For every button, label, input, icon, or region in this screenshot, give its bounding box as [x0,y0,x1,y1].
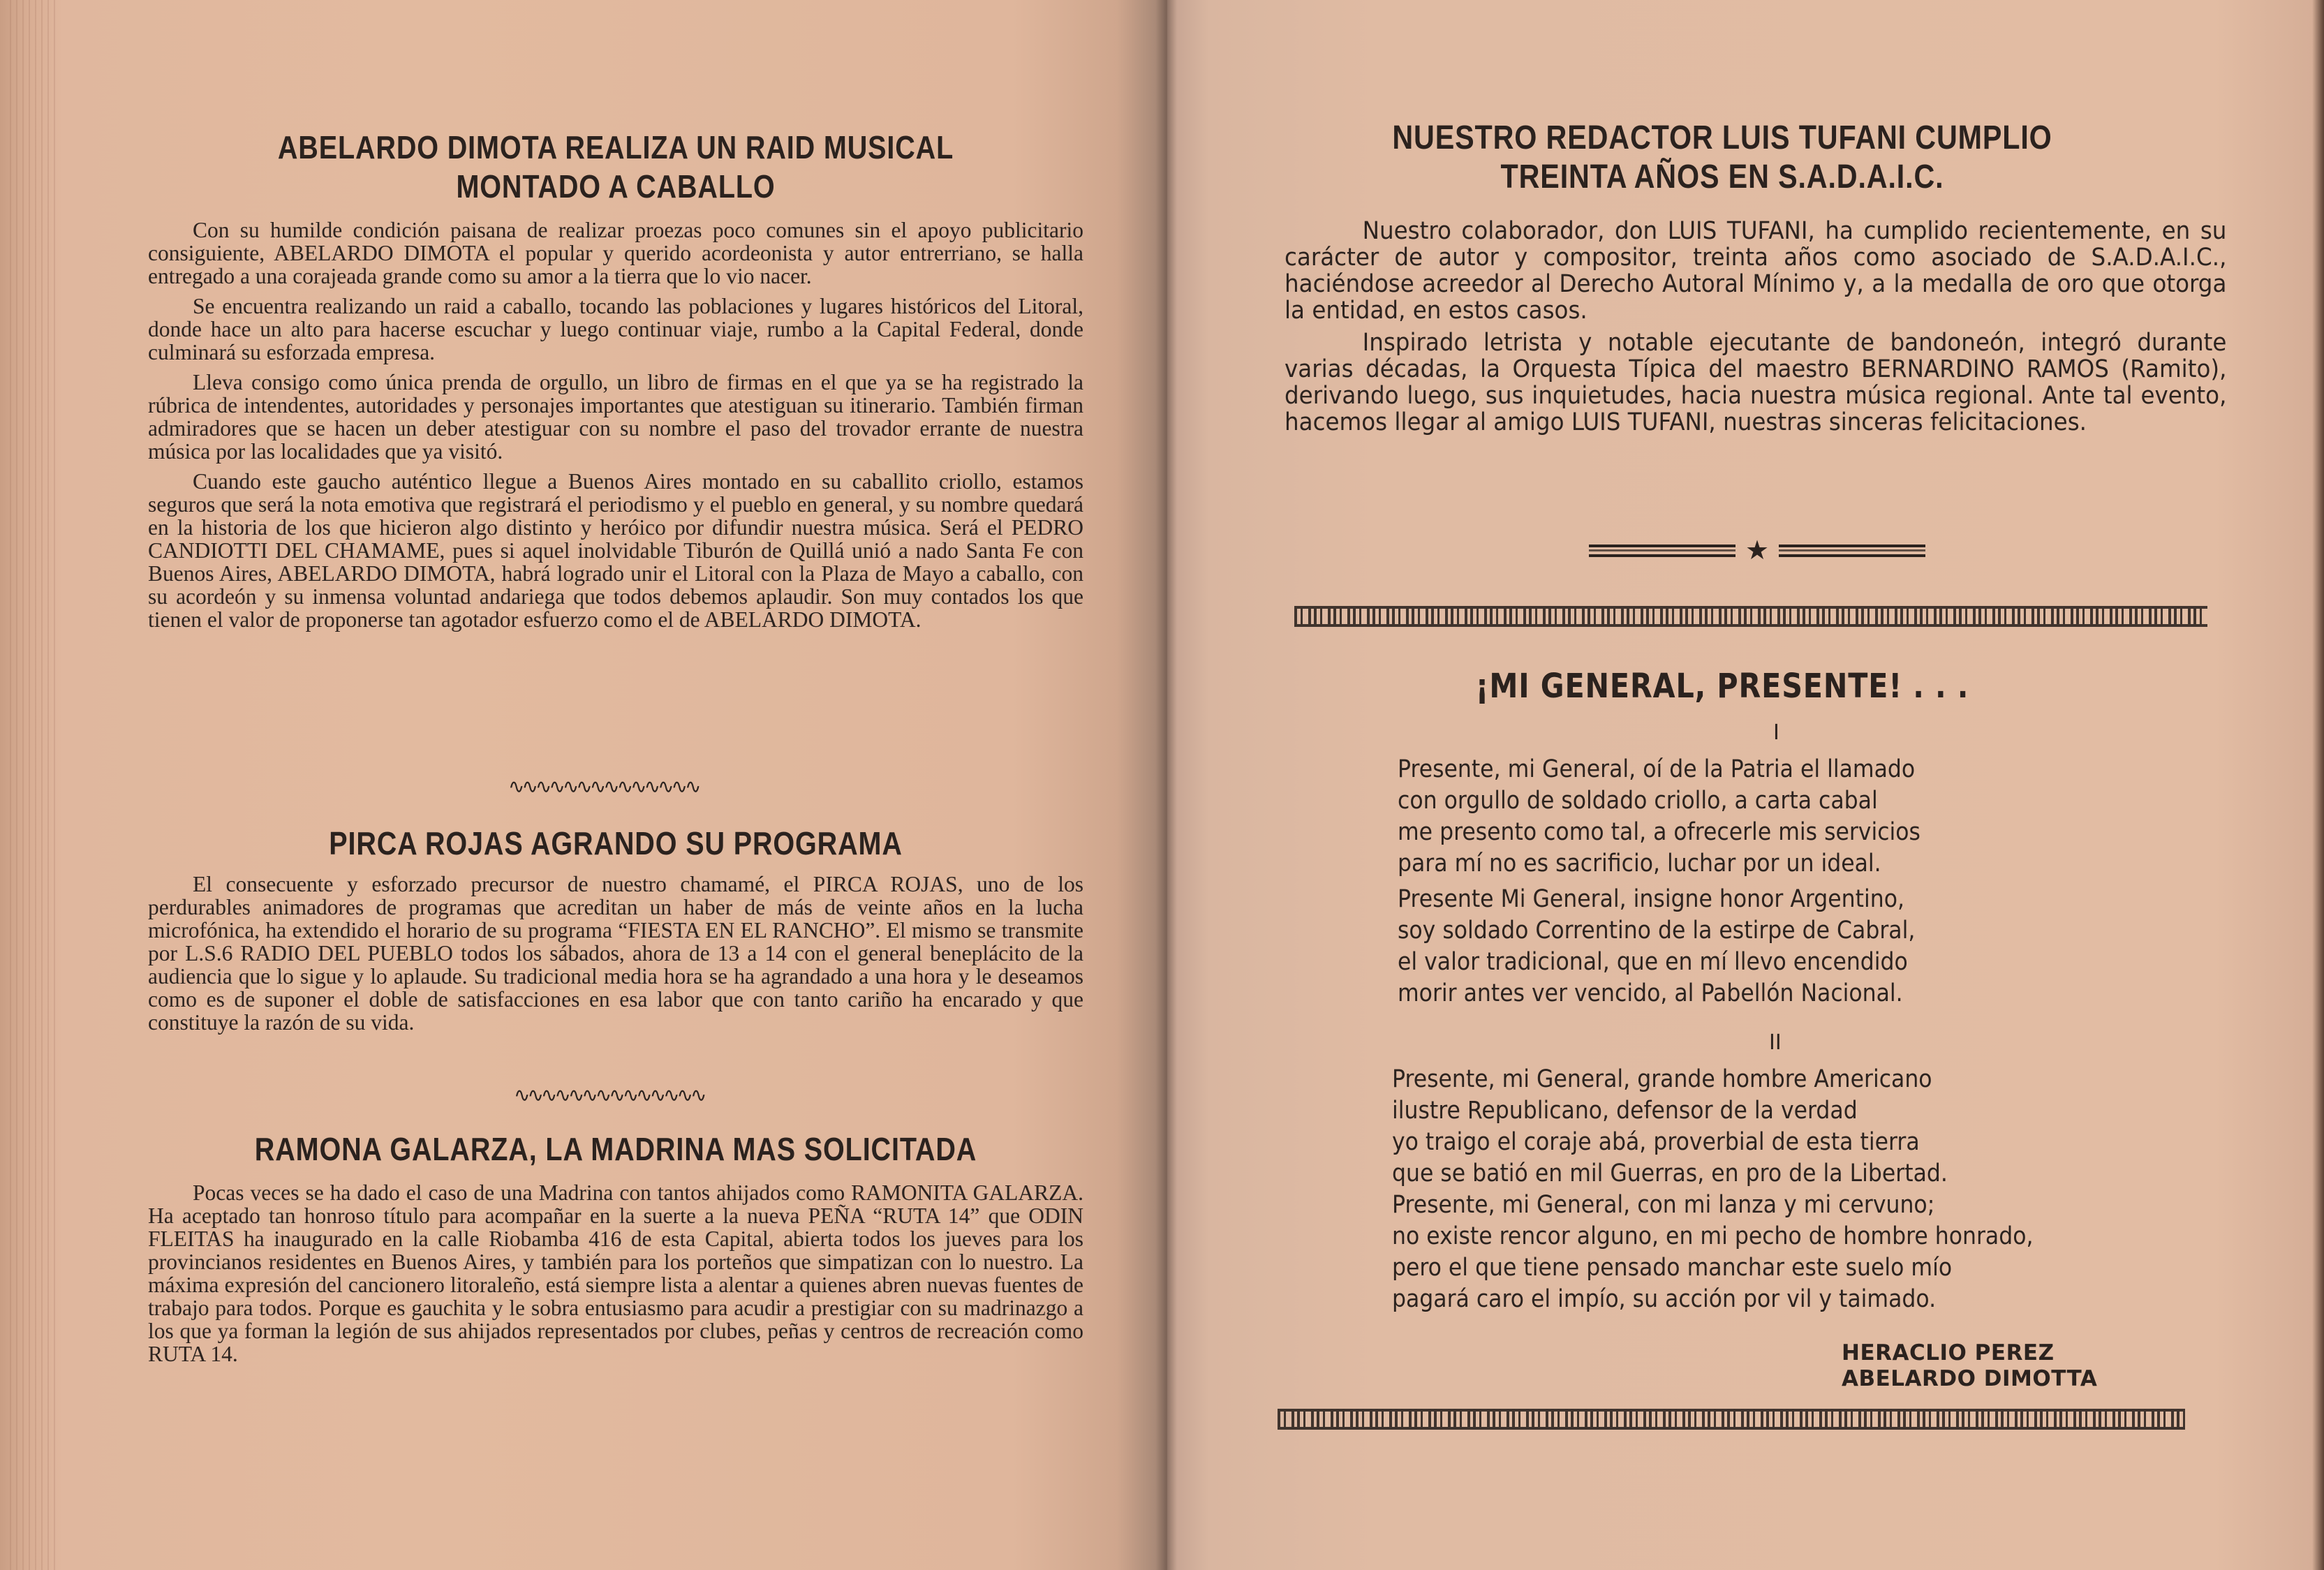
squiggle-divider-icon: ∿∿∿∿∿∿∿∿∿∿∿∿∿∿ [514,1083,704,1106]
paragraph: Lleva consigo como única prenda de orgullo, un libro de firmas en el que ya se ha registrado la rúbrica de intendentes, autoridades y personajes importantes que atestiguan su itinerario. También firman admiradores que se hacen un deber atestiguar con su nombre el paso del trovador errante de nuestra música por las localidades que ya visitó. [148,370,1083,464]
title-line: TREINTA AÑOS EN S.A.D.A.I.C. [1500,158,1944,195]
verse-line: morir antes ver vencido, al Pabellón Nacional. [1398,979,1903,1007]
verse-line: Presente, mi General, oí de la Patria el llamado [1398,755,1916,783]
verse-line: para mí no es sacrificio, luchar por un ideal. [1398,850,1881,877]
title-line: ABELARDO DIMOTA REALIZA UN RAID MUSICAL [277,129,954,165]
title-line: NUESTRO REDACTOR LUIS TUFANI CUMPLIO [1392,119,2052,156]
stanza-number: I [1773,720,1779,745]
verse-line: con orgullo de soldado criollo, a carta cabal [1398,787,1878,815]
double-rule-icon [1779,545,1925,557]
poem-title [1341,667,2103,706]
greek-key-border-icon [1278,1409,2185,1430]
poem-stanza-1 [1398,754,1978,1009]
paragraph: Cuando este gaucho auténtico llegue a Buenos Aires montado en su caballito criollo, estamos seguros que será la nota emotiva que registrará el periodismo y el pueblo en general, y su nombre quedará en la historia de los que hicieron algo distinto y heróico por difundir nuestra música. Será el PEDRO CANDIOTTI DEL CHAMAME, pues si aquel inolvidable Tiburón de Quillá unió a nado Santa Fe con Buenos Aires, ABELARDO DIMOTA, habrá logrado unir el Litoral con la Plaza de Mayo a caballo, con su acordeón y su inmensa voluntad andariega que todos debemos aplaudir. Son muy contados los que tienen el valor de proponerse tan agotador esfuerzo como el de ABELARDO DIMOTA. [148,469,1083,632]
title-line: ¡MI GENERAL, PRESENTE! . . . [1475,667,1969,706]
paragraph: Inspirado letrista y notable ejecutante de bandoneón, integró durante varias décadas, la Orquesta Típica del maestro BERNARDINO RAMOS (Ramito), derivando luego, sus inquietudes, hacia nuestra música regional. Ante tal evento, hacemos llegar al amigo LUIS TUFANI, nuestras sinceras felicitaciones. [1285,329,2227,436]
title-line: RAMONA GALARZA, LA MADRINA MAS SOLICITADA [254,1131,977,1167]
verse-line: el valor tradicional, que en mí llevo encendido [1398,948,1908,976]
article-title-pirca-rojas [214,824,1018,863]
verse-line: soy soldado Correntino de la estirpe de Cabral, [1398,917,1916,945]
star-divider [1589,538,1925,564]
paragraph: Con su humilde condición paisana de realizar proezas poco comunes sin el apoyo publicitario consiguiente, ABELARDO DIMOTA el popular y querido acordeonista y autor entrerriano, se halla entregado a una corajeada grande como su amor a la tierra que lo vio nacer. [148,218,1083,288]
article-title-ramona-galarza [214,1130,1018,1169]
poem-authors [1842,1340,2097,1392]
verse-line: Presente, mi General, grande hombre Americano [1392,1065,1932,1093]
title-line: PIRCA ROJAS AGRANDO SU PROGRAMA [329,825,903,861]
star-icon: ★ [1745,536,1770,565]
double-rule-icon [1589,545,1735,557]
article-title-dimota [214,128,1018,206]
verse-line: me presento como tal, a ofrecerle mis servicios [1398,818,1920,846]
poem-stanza-2 [1392,1064,2105,1315]
verse-line: Presente, mi General, con mi lanza y mi cervuno; [1392,1191,1935,1219]
article-body-ramona-galarza [148,1181,1083,1365]
squiggle-divider-icon: ∿∿∿∿∿∿∿∿∿∿∿∿∿∿ [508,775,699,798]
greek-key-border-icon [1294,606,2207,627]
article-body-tufani [1285,218,2234,436]
verse-line: no existe rencor alguno, en mi pecho de hombre honrado, [1392,1222,2034,1250]
verse-line: ilustre Republicano, defensor de la verdad [1392,1097,1858,1125]
paragraph: El consecuente y esforzado precursor de nuestro chamamé, el PIRCA ROJAS, uno de los perdurables animadores de programas que acreditan un haber de más de veinte años en la lucha microfónica, ha extendido el horario de su programa “FIESTA EN EL RANCHO”. El mismo se transmite por L.S.6 RADIO DEL PUEBLO todos los sábados, ahora de 13 a 14 con el general beneplácito de la audiencia que lo sigue y lo aplaude. Su tradicional media hora se ha agrandado a una hora y le deseamos como es de suponer el doble de satisfacciones en esa labor que con tanto cariño ha encarado y que constituye la razón de su vida. [148,872,1083,1035]
verse-line: pagará caro el impío, su acción por vil y taimado. [1392,1285,1937,1313]
verse-line: yo traigo el coraje abá, proverbial de esta tierra [1392,1128,1920,1156]
author-name: ABELARDO DIMOTTA [1842,1366,2098,1391]
right-page [1167,0,2324,1570]
verse-line: Presente Mi General, insigne honor Argentino, [1398,885,1905,913]
article-body-dimota [148,219,1083,631]
title-line: MONTADO A CABALLO [456,168,776,205]
paragraph: Pocas veces se ha dado el caso de una Madrina con tantos ahijados como RAMONITA GALARZA. Ha aceptado tan honroso título para acompañar en la suerte a la nueva PEÑA “RUTA 14” que ODIN FLEITAS ha inaugurado en la calle Riobamba 416 de esta Capital, abierta todos los jueves para los provincianos residentes en Buenos Aires, y también para los porteños que simpatizan con lo nuestro. La máxima expresión del cancionero litoraleño, está siempre lista a alentar a quienes abren nuevas fuentes de trabajo para todos. Porque es gauchita y le sobra entusiasmo para acudir a prestigiar con su madrinazgo a los que ya forman la legión de sus ahijados representados por clubes, peñas y centros de recreación como RUTA 14. [148,1180,1083,1366]
article-body-pirca-rojas [148,873,1083,1034]
paragraph: Nuestro colaborador, don LUIS TUFANI, ha cumplido recientemente, en su carácter de autor y compositor, treinta años como asociado de S.A.D.A.I.C., haciéndose acreedor al Derecho Autoral Mínimo y, a la medalla de oro que otorga la entidad, en estos casos. [1285,217,2227,325]
verse-line: pero el que tiene pensado manchar este suelo mío [1392,1254,1953,1282]
paragraph: Se encuentra realizando un raid a caballo, tocando las poblaciones y lugares históricos del Litoral, donde hace un alto para hacerse escuchar y luego continuar viaje, rumbo a la Capital Federal, donde culminará su esforzada empresa. [148,294,1083,364]
verse-line: que se batió en mil Guerras, en pro de la Libertad. [1392,1160,1948,1187]
stanza-number: II [1769,1030,1782,1055]
author-name: HERACLIO PEREZ [1842,1340,2055,1365]
article-title-tufani [1341,119,2103,197]
